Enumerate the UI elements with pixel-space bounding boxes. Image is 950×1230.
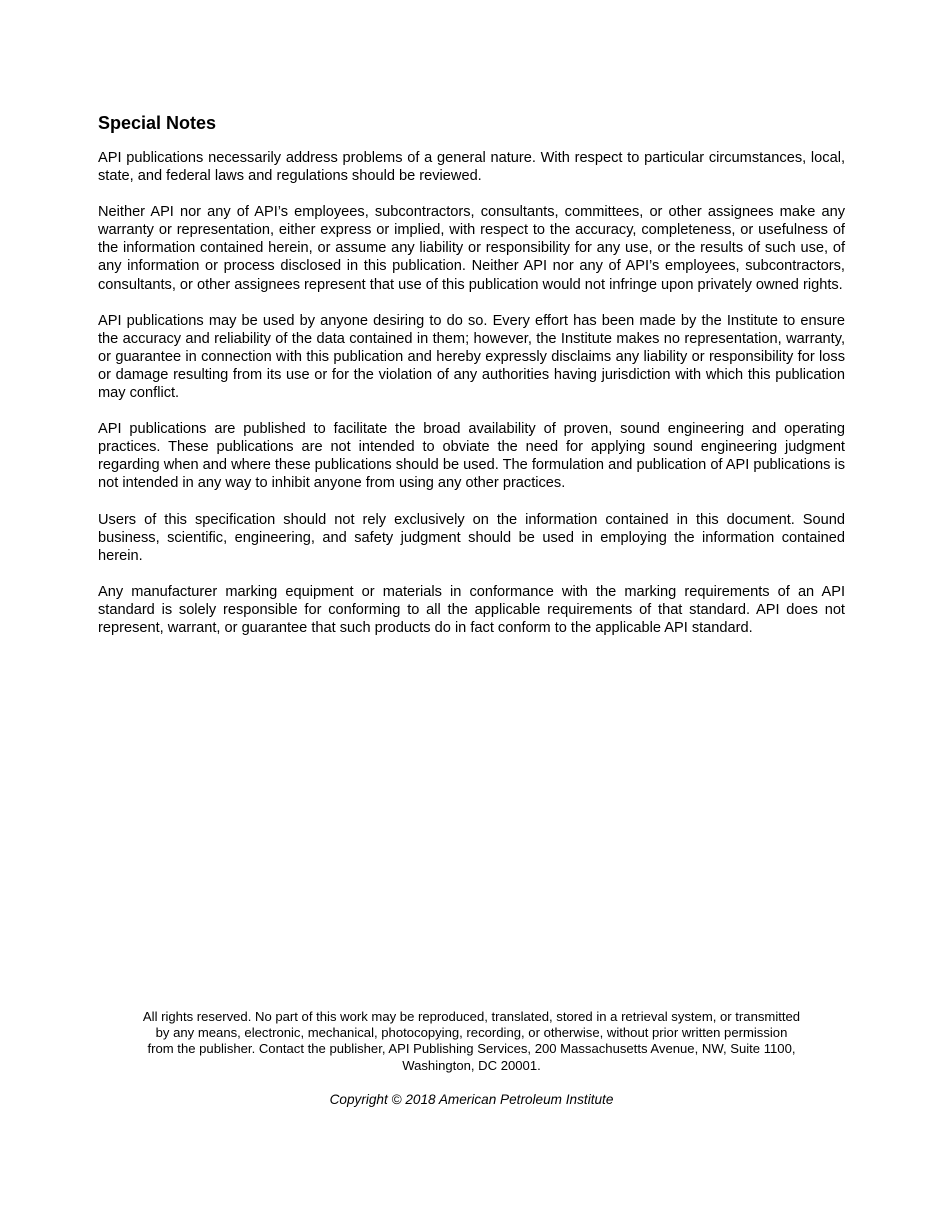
rights-line: Washington, DC 20001. bbox=[402, 1057, 541, 1073]
paragraph-manufacturer-marking: Any manufacturer marking equipment or materials in conformance with the marking requirements of an API standard is solely responsible for conforming to all the applicable requirements of that standard. API does not represent, warrant, or guarantee that such products do in fact conform to the applicable API standard. bbox=[98, 583, 845, 636]
rights-line: from the publisher. Contact the publisher, API Publishing Services, 200 Massachusetts Avenue, NW, Suite 1100, bbox=[147, 1041, 796, 1057]
page-footer bbox=[98, 1009, 845, 1108]
paragraph-use-by-anyone: API publications may be used by anyone desiring to do so. Every effort has been made by the Institute to ensure the accuracy and reliability of the data contained in them; however, the Institute makes no representation, warranty, or guarantee in connection with this publication and hereby expressly disclaims any liability or responsibility for loss or damage resulting from its use or for the violation of any authorities having jurisdiction with which this publication may conflict. bbox=[98, 312, 845, 402]
rights-line: by any means, electronic, mechanical, photocopying, recording, or otherwise, without prior written permission bbox=[155, 1025, 788, 1041]
rights-notice bbox=[98, 1009, 845, 1074]
paragraph-sound-engineering: API publications are published to facilitate the broad availability of proven, sound engineering and operating practices. These publications are not intended to obviate the need for applying sound engineering judgment regarding when and where these publications should be used. The formulation and publication of API publications is not intended in any way to inhibit anyone from using any other practices. bbox=[98, 421, 845, 492]
paragraph-no-warranty: Neither API nor any of API’s employees, subcontractors, consultants, committees, or other assignees make any warranty or representation, either express or implied, with respect to the accuracy, completeness, or usefulness of the information contained herein, or assume any liability or responsibility for any use, or the results of such use, of any information or process disclosed in this publication. Neither API nor any of API’s employees, subcontractors, consultants, or other assignees represent that use of this publication would not infringe upon privately owned rights. bbox=[98, 204, 845, 293]
section-heading: Special Notes bbox=[98, 113, 217, 133]
paragraph-users-judgment: Users of this specification should not rely exclusively on the information contained in this document. Sound business, scientific, engineering, and safety judgment should be used in employing the information contained herein. bbox=[98, 511, 845, 564]
special-notes-section bbox=[98, 112, 845, 637]
rights-line: All rights reserved. No part of this work may be reproduced, translated, stored in a retrieval system, or transmitted bbox=[142, 1009, 801, 1024]
paragraph-general-nature: API publications necessarily address problems of a general nature. With respect to particular circumstances, local, state, and federal laws and regulations should be reviewed. bbox=[98, 150, 845, 185]
copyright-notice: Copyright © 2018 American Petroleum Institute bbox=[329, 1091, 614, 1107]
